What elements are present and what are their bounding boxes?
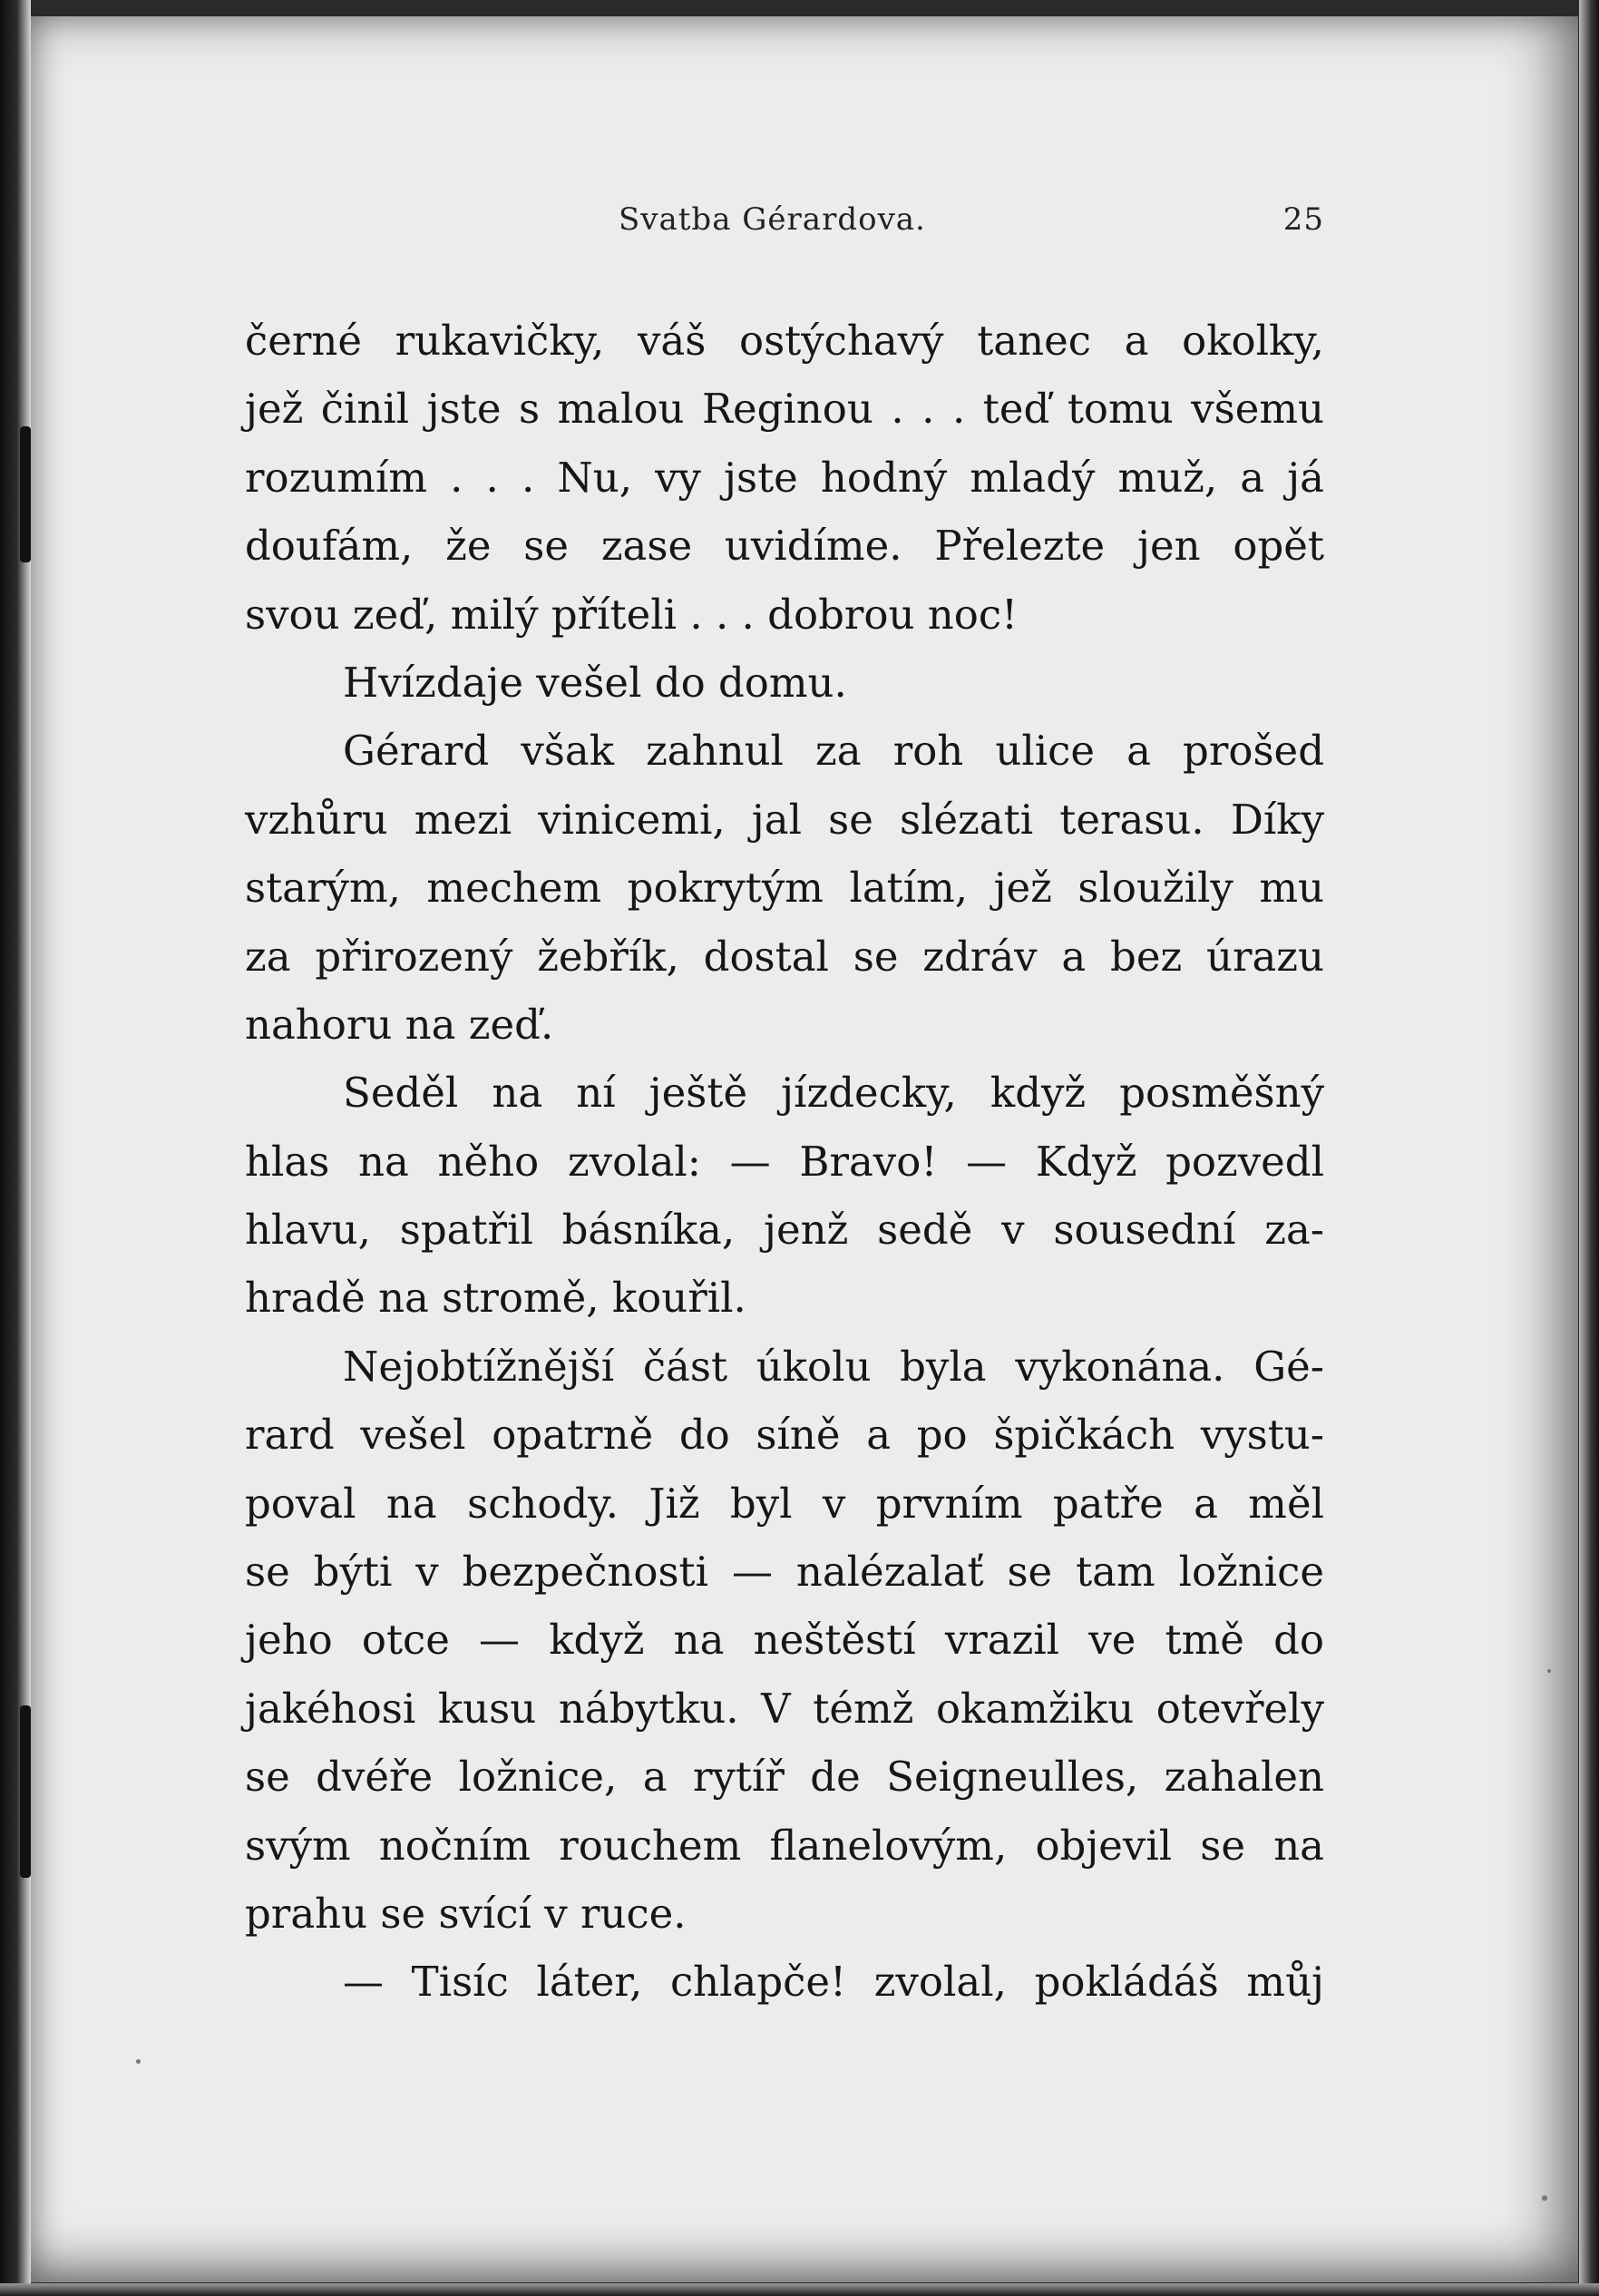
text-line: za přirozený žebřík, dostal se zdráv a bez úrazu [245,932,1324,981]
text-line: hradě na stromě, kouřil. [245,1274,746,1323]
text-line: se dvéře ložnice, a rytíř de Seigneulles, zahalen [245,1753,1324,1802]
paper-speck [1542,2195,1547,2201]
page-right-edge [1579,0,1599,2296]
page-binding-edge [0,0,31,2296]
text-line: vzhůru mezi vinicemi, jal se slézati terasu. Díky [245,795,1324,844]
text-line: hlas na něho zvolal: — Bravo! — Když pozvedl [245,1137,1324,1186]
text-line: poval na schody. Již byl v prvním patře a měl [245,1479,1324,1528]
text-line: jež činil jste s malou Reginou . . . teď tomu všemu [245,385,1324,434]
text-line: — Tisíc láter, chlapče! zvolal, pokládáš můj [343,1958,1324,2007]
text-line: doufám, že se zase uvidíme. Přelezte jen opět [245,522,1324,571]
binding-mark [20,426,31,562]
text-line: Gérard však zahnul za roh ulice a prošed [343,727,1324,776]
text-line: Nejobtížnější část úkolu byla vykonána. Gé- [343,1342,1324,1391]
text-line: svým nočním rouchem flanelovým, objevil se na [245,1821,1324,1870]
page-header [245,201,1324,247]
paper-speck [1547,1669,1551,1673]
text-line: černé rukavičky, váš ostýchavý tanec a okolky, [245,317,1324,365]
text-line: rard vešel opatrně do síně a po špičkách vystu- [245,1411,1324,1460]
text-line: starým, mechem pokrytým latím, jež sloužily mu [245,864,1324,913]
text-line: jakéhosi kusu nábytku. V témž okamžiku otevřely [245,1684,1324,1733]
paper-speck [136,2059,141,2064]
text-line: nahoru na zeď. [245,1000,554,1049]
page-bottom-edge [0,2283,1599,2296]
text-line: jeho otce — když na neštěstí vrazil ve tmě do [245,1616,1324,1665]
body-text [245,307,1324,2017]
text-line: se býti v bezpečnosti — nalézalať se tam ložnice [245,1548,1324,1597]
text-line: rozumím . . . Nu, vy jste hodný mladý muž, a já [245,453,1324,502]
text-line: prahu se svící v ruce. [245,1889,687,1938]
running-title: Svatba Gérardova. [619,201,926,238]
text-line: svou zeď, milý příteli . . . dobrou noc! [245,590,1019,639]
text-line: Hvízdaje vešel do domu. [343,658,847,707]
binding-mark [20,1705,31,1878]
page-number: 25 [1282,201,1324,238]
text-line: hlavu, spatřil básníka, jenž sedě v sousední za- [245,1206,1324,1255]
text-line: Seděl na ní ještě jízdecky, když posměšný [343,1069,1324,1118]
